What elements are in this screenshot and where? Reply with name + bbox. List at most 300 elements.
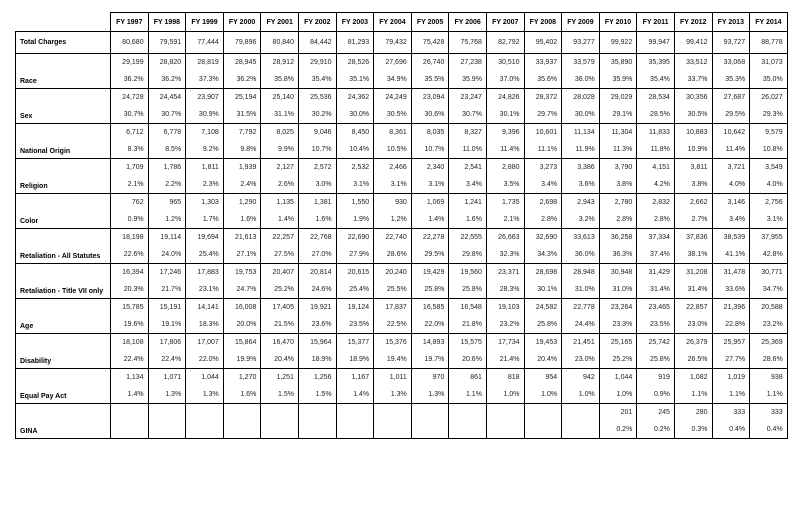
charge-count-cell: 23,465	[637, 299, 675, 317]
charge-percent-cell: 3.1%	[750, 211, 788, 229]
charge-count-cell: 16,470	[261, 334, 299, 352]
charge-count-cell: 24,454	[148, 89, 186, 107]
charges-table-container	[15, 12, 788, 439]
charge-count-cell: 18,198	[111, 229, 149, 247]
category-count-row	[16, 124, 788, 142]
charge-percent-cell: 30.7%	[148, 106, 186, 124]
year-header: FY 1999	[186, 13, 224, 32]
total-charges-value: 79,896	[223, 32, 261, 54]
row-label: Color	[16, 194, 111, 229]
charge-count-cell: 25,536	[298, 89, 336, 107]
charge-count-cell: 2,880	[486, 159, 524, 177]
charge-percent-cell	[411, 421, 449, 439]
charge-count-cell: 8,327	[449, 124, 487, 142]
category-percent-row	[16, 141, 788, 159]
charge-count-cell: 3,549	[750, 159, 788, 177]
charge-percent-cell: 35.6%	[524, 71, 562, 89]
charge-percent-cell: 23.0%	[674, 316, 712, 334]
charge-count-cell: 818	[486, 369, 524, 387]
charge-percent-cell: 36.0%	[562, 71, 600, 89]
charge-percent-cell: 30.5%	[674, 106, 712, 124]
charge-percent-cell: 1.0%	[599, 386, 637, 404]
charge-count-cell: 35,890	[599, 54, 637, 72]
charge-count-cell: 19,921	[298, 299, 336, 317]
charge-percent-cell: 3.1%	[336, 176, 374, 194]
charge-count-cell: 14,141	[186, 299, 224, 317]
charge-percent-cell: 10.8%	[750, 141, 788, 159]
category-percent-row	[16, 246, 788, 264]
charge-percent-cell: 34.7%	[750, 281, 788, 299]
charge-percent-cell: 9.8%	[223, 141, 261, 159]
total-charges-value: 99,922	[599, 32, 637, 54]
total-charges-value: 99,947	[637, 32, 675, 54]
charge-count-cell: 26,663	[486, 229, 524, 247]
charge-percent-cell	[223, 421, 261, 439]
charge-count-cell: 28,912	[261, 54, 299, 72]
charge-percent-cell: 31.4%	[674, 281, 712, 299]
charge-percent-cell: 10.7%	[298, 141, 336, 159]
total-charges-value: 79,591	[148, 32, 186, 54]
charge-count-cell: 25,194	[223, 89, 261, 107]
charge-count-cell: 2,832	[637, 194, 675, 212]
charge-count-cell	[148, 404, 186, 422]
charge-percent-cell: 21.7%	[148, 281, 186, 299]
charge-percent-cell: 35.9%	[449, 71, 487, 89]
charge-count-cell: 954	[524, 369, 562, 387]
row-label: Retaliation - All Statutes	[16, 229, 111, 264]
charge-percent-cell: 11.4%	[486, 141, 524, 159]
charge-percent-cell	[148, 421, 186, 439]
charge-count-cell: 17,806	[148, 334, 186, 352]
charge-count-cell: 3,273	[524, 159, 562, 177]
charge-count-cell: 15,864	[223, 334, 261, 352]
category-percent-row	[16, 351, 788, 369]
charge-count-cell: 20,615	[336, 264, 374, 282]
charge-percent-cell: 32.3%	[486, 246, 524, 264]
charge-count-cell: 37,334	[637, 229, 675, 247]
charge-percent-cell: 30.7%	[449, 106, 487, 124]
charge-count-cell: 333	[712, 404, 750, 422]
charge-count-cell: 19,694	[186, 229, 224, 247]
charges-statistics-table	[15, 12, 788, 439]
charge-percent-cell: 25.8%	[449, 281, 487, 299]
charge-percent-cell: 27.5%	[261, 246, 299, 264]
charge-percent-cell	[374, 421, 412, 439]
charge-percent-cell: 38.1%	[674, 246, 712, 264]
charge-count-cell: 15,191	[148, 299, 186, 317]
charge-count-cell: 8,035	[411, 124, 449, 142]
charge-count-cell: 970	[411, 369, 449, 387]
charge-count-cell: 10,883	[674, 124, 712, 142]
charge-percent-cell: 0.2%	[637, 421, 675, 439]
charge-percent-cell: 35.0%	[750, 71, 788, 89]
charge-percent-cell: 35.8%	[261, 71, 299, 89]
charge-percent-cell: 2.3%	[186, 176, 224, 194]
row-label: Religion	[16, 159, 111, 194]
charge-percent-cell: 4.0%	[712, 176, 750, 194]
category-count-row	[16, 404, 788, 422]
charge-count-cell: 23,371	[486, 264, 524, 282]
charge-percent-cell: 22.0%	[411, 316, 449, 334]
charge-percent-cell: 9.9%	[261, 141, 299, 159]
charge-count-cell: 28,534	[637, 89, 675, 107]
charge-count-cell: 1,251	[261, 369, 299, 387]
charge-percent-cell: 35.1%	[336, 71, 374, 89]
charge-count-cell: 30,771	[750, 264, 788, 282]
total-charges-value: 75,768	[449, 32, 487, 54]
charge-count-cell: 8,361	[374, 124, 412, 142]
charge-count-cell: 1,811	[186, 159, 224, 177]
charge-count-cell: 1,134	[111, 369, 149, 387]
charge-percent-cell: 25.5%	[374, 281, 412, 299]
charge-percent-cell: 1.3%	[411, 386, 449, 404]
charge-count-cell: 23,907	[186, 89, 224, 107]
charge-count-cell: 10,642	[712, 124, 750, 142]
charge-count-cell: 201	[599, 404, 637, 422]
charge-count-cell: 24,728	[111, 89, 149, 107]
charge-percent-cell: 1.6%	[298, 211, 336, 229]
charge-count-cell: 24,362	[336, 89, 374, 107]
charge-count-cell: 1,270	[223, 369, 261, 387]
row-label: Age	[16, 299, 111, 334]
charge-count-cell: 17,405	[261, 299, 299, 317]
charge-count-cell: 20,588	[750, 299, 788, 317]
charge-percent-cell: 1.3%	[148, 386, 186, 404]
charge-percent-cell: 1.6%	[449, 211, 487, 229]
charge-percent-cell: 28.3%	[486, 281, 524, 299]
charge-percent-cell: 19.7%	[411, 351, 449, 369]
charge-count-cell: 8,450	[336, 124, 374, 142]
charge-percent-cell: 31.0%	[599, 281, 637, 299]
charge-count-cell: 25,957	[712, 334, 750, 352]
charge-percent-cell: 29.3%	[750, 106, 788, 124]
charge-count-cell: 1,241	[449, 194, 487, 212]
charge-percent-cell: 25.2%	[261, 281, 299, 299]
charge-count-cell: 861	[449, 369, 487, 387]
charge-percent-cell: 23.2%	[750, 316, 788, 334]
charge-percent-cell: 10.5%	[374, 141, 412, 159]
charge-percent-cell: 31.4%	[637, 281, 675, 299]
charge-percent-cell: 1.5%	[298, 386, 336, 404]
year-header: FY 2008	[524, 13, 562, 32]
charge-count-cell: 19,560	[449, 264, 487, 282]
charge-percent-cell: 29.5%	[411, 246, 449, 264]
charge-percent-cell: 30.1%	[486, 106, 524, 124]
charge-percent-cell: 30.0%	[336, 106, 374, 124]
charge-percent-cell: 23.5%	[336, 316, 374, 334]
charge-count-cell: 9,396	[486, 124, 524, 142]
charge-count-cell: 2,532	[336, 159, 374, 177]
row-label: Equal Pay Act	[16, 369, 111, 404]
charge-percent-cell: 30.9%	[186, 106, 224, 124]
charge-percent-cell: 1.1%	[449, 386, 487, 404]
charge-count-cell: 11,833	[637, 124, 675, 142]
charge-percent-cell: 18.3%	[186, 316, 224, 334]
category-count-row	[16, 264, 788, 282]
charge-count-cell: 1,786	[148, 159, 186, 177]
charge-percent-cell: 3.1%	[374, 176, 412, 194]
charge-count-cell: 19,103	[486, 299, 524, 317]
year-header: FY 1998	[148, 13, 186, 32]
charge-percent-cell: 22.0%	[186, 351, 224, 369]
charge-percent-cell: 2.8%	[637, 211, 675, 229]
year-header: FY 2014	[750, 13, 788, 32]
charge-count-cell: 28,945	[223, 54, 261, 72]
charge-count-cell: 942	[562, 369, 600, 387]
charge-percent-cell: 2.7%	[674, 211, 712, 229]
charge-percent-cell: 1.2%	[148, 211, 186, 229]
charge-count-cell: 1,019	[712, 369, 750, 387]
charge-count-cell: 35,395	[637, 54, 675, 72]
charge-percent-cell: 30.2%	[298, 106, 336, 124]
charge-count-cell: 16,585	[411, 299, 449, 317]
charge-percent-cell: 30.7%	[111, 106, 149, 124]
charge-count-cell: 4,151	[637, 159, 675, 177]
charge-percent-cell: 3.4%	[712, 211, 750, 229]
category-percent-row	[16, 386, 788, 404]
total-charges-value: 99,412	[674, 32, 712, 54]
charge-percent-cell: 25.4%	[186, 246, 224, 264]
charge-percent-cell	[449, 421, 487, 439]
charge-percent-cell: 20.4%	[524, 351, 562, 369]
charge-count-cell: 6,712	[111, 124, 149, 142]
charge-count-cell: 2,340	[411, 159, 449, 177]
charge-percent-cell: 22.8%	[712, 316, 750, 334]
charge-count-cell: 245	[637, 404, 675, 422]
charge-count-cell: 33,579	[562, 54, 600, 72]
charge-percent-cell: 24.0%	[148, 246, 186, 264]
category-count-row	[16, 194, 788, 212]
charge-count-cell: 18,108	[111, 334, 149, 352]
total-charges-value: 80,840	[261, 32, 299, 54]
charge-count-cell: 31,208	[674, 264, 712, 282]
charge-percent-cell: 29.5%	[712, 106, 750, 124]
charge-percent-cell: 31.5%	[223, 106, 261, 124]
charge-percent-cell: 31.0%	[562, 281, 600, 299]
charge-count-cell: 16,394	[111, 264, 149, 282]
charge-percent-cell: 28.6%	[750, 351, 788, 369]
charge-percent-cell: 23.0%	[562, 351, 600, 369]
charge-percent-cell: 11.9%	[562, 141, 600, 159]
charge-count-cell	[223, 404, 261, 422]
charge-percent-cell: 3.8%	[599, 176, 637, 194]
charge-count-cell	[111, 404, 149, 422]
charge-count-cell: 19,124	[336, 299, 374, 317]
charge-percent-cell: 3.8%	[674, 176, 712, 194]
charge-count-cell: 3,811	[674, 159, 712, 177]
charge-count-cell: 22,278	[411, 229, 449, 247]
charge-count-cell: 31,429	[637, 264, 675, 282]
charge-percent-cell: 0.9%	[111, 211, 149, 229]
year-header: FY 2003	[336, 13, 374, 32]
charge-count-cell: 23,094	[411, 89, 449, 107]
category-percent-row	[16, 106, 788, 124]
charge-count-cell: 26,027	[750, 89, 788, 107]
charge-count-cell: 1,167	[336, 369, 374, 387]
charge-percent-cell: 1.4%	[261, 211, 299, 229]
charge-count-cell: 9,579	[750, 124, 788, 142]
charge-percent-cell: 3.1%	[411, 176, 449, 194]
charge-count-cell: 37,955	[750, 229, 788, 247]
charge-percent-cell: 2.1%	[111, 176, 149, 194]
charge-percent-cell: 3.4%	[524, 176, 562, 194]
charge-count-cell: 33,937	[524, 54, 562, 72]
total-charges-value: 77,444	[186, 32, 224, 54]
charge-percent-cell: 26.5%	[674, 351, 712, 369]
charge-percent-cell: 18.9%	[336, 351, 374, 369]
charge-count-cell: 2,756	[750, 194, 788, 212]
charge-count-cell: 1,044	[186, 369, 224, 387]
charge-percent-cell	[186, 421, 224, 439]
charge-count-cell: 27,238	[449, 54, 487, 72]
charge-count-cell	[374, 404, 412, 422]
charge-count-cell	[486, 404, 524, 422]
charge-percent-cell	[261, 421, 299, 439]
row-label: National Origin	[16, 124, 111, 159]
charge-count-cell: 20,240	[374, 264, 412, 282]
charge-percent-cell: 25.8%	[411, 281, 449, 299]
charge-count-cell: 1,303	[186, 194, 224, 212]
charge-percent-cell: 33.6%	[712, 281, 750, 299]
total-charges-value: 95,402	[524, 32, 562, 54]
charge-count-cell: 3,386	[562, 159, 600, 177]
charge-count-cell: 14,893	[411, 334, 449, 352]
charge-percent-cell: 1.1%	[674, 386, 712, 404]
charge-count-cell: 9,046	[298, 124, 336, 142]
charge-percent-cell: 24.6%	[298, 281, 336, 299]
charge-count-cell: 2,780	[599, 194, 637, 212]
charge-percent-cell: 1.1%	[712, 386, 750, 404]
charge-count-cell: 24,826	[486, 89, 524, 107]
charge-count-cell: 919	[637, 369, 675, 387]
charge-percent-cell: 23.2%	[486, 316, 524, 334]
charge-count-cell: 2,541	[449, 159, 487, 177]
charge-count-cell: 22,778	[562, 299, 600, 317]
charge-count-cell: 25,742	[637, 334, 675, 352]
row-label: Disability	[16, 334, 111, 369]
charge-percent-cell: 2.8%	[524, 211, 562, 229]
charge-percent-cell: 1.1%	[750, 386, 788, 404]
charge-count-cell: 22,690	[336, 229, 374, 247]
charge-count-cell: 23,247	[449, 89, 487, 107]
year-header: FY 2001	[261, 13, 299, 32]
charge-count-cell: 28,948	[562, 264, 600, 282]
charge-count-cell: 11,304	[599, 124, 637, 142]
year-header: FY 2002	[298, 13, 336, 32]
charge-percent-cell: 9.2%	[186, 141, 224, 159]
charge-percent-cell: 23.6%	[298, 316, 336, 334]
charge-count-cell: 930	[374, 194, 412, 212]
year-header: FY 2007	[486, 13, 524, 32]
charge-count-cell: 16,008	[223, 299, 261, 317]
charge-percent-cell: 11.3%	[599, 141, 637, 159]
year-header: FY 2006	[449, 13, 487, 32]
charge-count-cell: 31,073	[750, 54, 788, 72]
charge-percent-cell: 0.9%	[637, 386, 675, 404]
charge-count-cell: 1,735	[486, 194, 524, 212]
category-count-row	[16, 159, 788, 177]
charge-count-cell: 1,082	[674, 369, 712, 387]
charge-count-cell	[336, 404, 374, 422]
charge-percent-cell: 36.2%	[148, 71, 186, 89]
charge-percent-cell: 21.8%	[449, 316, 487, 334]
row-label: Sex	[16, 89, 111, 124]
charge-count-cell: 29,910	[298, 54, 336, 72]
charge-count-cell: 24,582	[524, 299, 562, 317]
charge-count-cell: 2,127	[261, 159, 299, 177]
charge-count-cell: 8,025	[261, 124, 299, 142]
charge-percent-cell: 20.0%	[223, 316, 261, 334]
category-percent-row	[16, 71, 788, 89]
charge-count-cell: 25,140	[261, 89, 299, 107]
charge-percent-cell: 37.3%	[186, 71, 224, 89]
category-percent-row	[16, 421, 788, 439]
charge-count-cell: 19,453	[524, 334, 562, 352]
row-label: Race	[16, 54, 111, 89]
charge-count-cell: 22,740	[374, 229, 412, 247]
charge-percent-cell	[298, 421, 336, 439]
charge-percent-cell: 35.3%	[712, 71, 750, 89]
total-charges-value: 88,778	[750, 32, 788, 54]
charge-count-cell	[449, 404, 487, 422]
charge-count-cell: 31,478	[712, 264, 750, 282]
charge-count-cell: 17,837	[374, 299, 412, 317]
charge-count-cell: 26,379	[674, 334, 712, 352]
charge-count-cell: 2,466	[374, 159, 412, 177]
year-header: FY 2009	[562, 13, 600, 32]
charge-count-cell: 28,028	[562, 89, 600, 107]
charge-percent-cell: 0.4%	[750, 421, 788, 439]
charge-count-cell: 33,613	[562, 229, 600, 247]
charge-count-cell	[186, 404, 224, 422]
charge-count-cell: 19,114	[148, 229, 186, 247]
year-header: FY 2010	[599, 13, 637, 32]
charge-count-cell	[261, 404, 299, 422]
charge-count-cell: 1,135	[261, 194, 299, 212]
charge-percent-cell: 1.0%	[486, 386, 524, 404]
charge-count-cell: 24,249	[374, 89, 412, 107]
charge-count-cell: 2,698	[524, 194, 562, 212]
charge-percent-cell: 27.0%	[298, 246, 336, 264]
charge-percent-cell: 19.9%	[223, 351, 261, 369]
charge-count-cell: 11,134	[562, 124, 600, 142]
charge-count-cell: 21,396	[712, 299, 750, 317]
charge-percent-cell: 1.6%	[223, 211, 261, 229]
charge-percent-cell: 27.9%	[336, 246, 374, 264]
charge-count-cell: 15,377	[336, 334, 374, 352]
charge-count-cell: 29,029	[599, 89, 637, 107]
charge-count-cell	[524, 404, 562, 422]
charge-percent-cell: 37.0%	[486, 71, 524, 89]
charge-count-cell: 38,539	[712, 229, 750, 247]
charge-percent-cell: 20.3%	[111, 281, 149, 299]
charge-count-cell: 2,662	[674, 194, 712, 212]
charge-percent-cell: 2.1%	[486, 211, 524, 229]
charge-count-cell: 15,575	[449, 334, 487, 352]
charge-count-cell: 1,069	[411, 194, 449, 212]
charge-percent-cell: 2.4%	[223, 176, 261, 194]
category-percent-row	[16, 176, 788, 194]
charge-count-cell: 20,814	[298, 264, 336, 282]
charge-count-cell: 2,943	[562, 194, 600, 212]
charge-count-cell: 17,007	[186, 334, 224, 352]
charge-count-cell: 32,690	[524, 229, 562, 247]
charge-percent-cell: 20.6%	[449, 351, 487, 369]
total-charges-value: 75,428	[411, 32, 449, 54]
charge-percent-cell	[486, 421, 524, 439]
charge-percent-cell: 2.6%	[261, 176, 299, 194]
charge-percent-cell: 36.2%	[223, 71, 261, 89]
